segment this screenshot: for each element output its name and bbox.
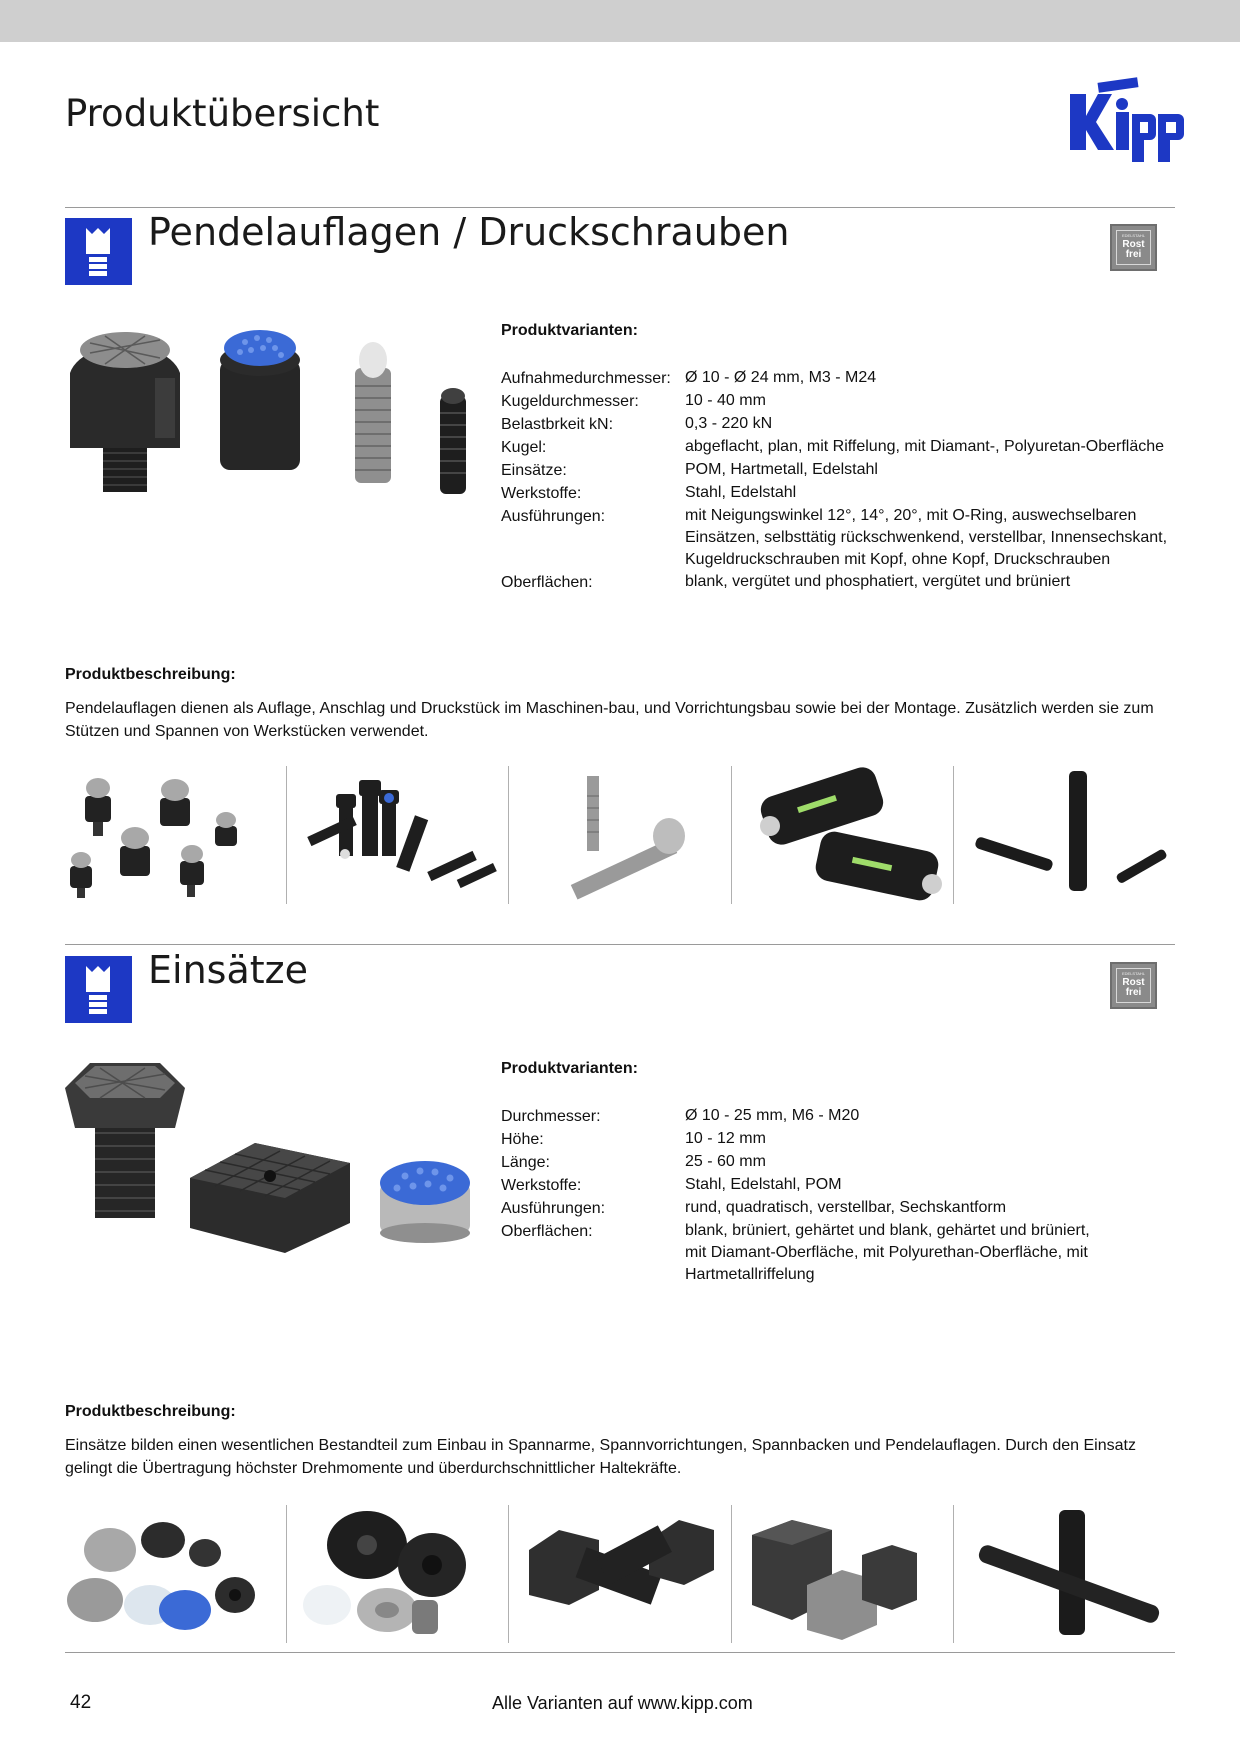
variant-value: Stahl, Edelstahl (685, 484, 797, 501)
description-heading: Produktbeschreibung: (65, 666, 236, 683)
badge-small-text: EDELSTAHL (1121, 971, 1146, 976)
footer-link-text[interactable]: Alle Varianten auf www.kipp.com (492, 1693, 753, 1713)
variant-label: Aufnahmedurchmesser: (501, 370, 671, 387)
variant-value: Ø 10 - Ø 24 mm, M3 - M24 (685, 369, 877, 386)
variant-value: POM, Hartmetall, Edelstahl (685, 461, 878, 478)
badge-line1: Rost (1122, 977, 1145, 988)
page-title: Produktübersicht (65, 92, 380, 135)
description-heading: Produktbeschreibung: (65, 1403, 236, 1420)
variant-value: blank, vergütet und phosphatiert, vergütet und brüniert (685, 573, 1071, 590)
product-thumbnail (732, 766, 953, 904)
variant-row (501, 571, 1181, 594)
description-text: Einsätze bilden einen wesentlichen Bestandteil zum Einbau in Spannarme, Spannvorrichtungen, Spannbacken und Pendelauflagen. Durch den Einsatz gelingt die Übertragung höchster Drehmomente und überdurchschnittlicher Haltekräfte. (65, 1437, 1136, 1477)
variant-value: mit Neigungswinkel 12°, 14°, 20°, mit O-Ring, auswechselbaren Einsätzen, selbsttätig rückschwenkend, verstellbar, Innensechskant, Kugeldruckschrauben mit Kopf, ohne Kopf, Druckschrauben (685, 507, 1168, 568)
thrust-screw-icon (65, 218, 132, 285)
variant-row (501, 413, 1181, 436)
variant-label: Durchmesser: (501, 1108, 601, 1125)
thrust-screw-icon (65, 956, 132, 1023)
product-variants-2 (501, 1060, 1181, 1286)
product-thumbnail (65, 766, 286, 904)
rostfrei-badge (1110, 224, 1157, 271)
variant-label: Ausführungen: (501, 508, 606, 525)
badge-line2: frei (1125, 987, 1142, 998)
product-image-strip-2 (65, 1505, 1175, 1643)
product-thumbnail (65, 1505, 286, 1643)
variant-label: Höhe: (501, 1131, 544, 1148)
variant-label: Werkstoffe: (501, 485, 582, 502)
product-thumbnail (509, 1505, 730, 1643)
badge-small-text: EDELSTAHL (1121, 233, 1146, 238)
variant-value: 0,3 - 220 kN (685, 415, 773, 432)
variant-label: Kugel: (501, 439, 547, 456)
variant-row (501, 482, 1181, 505)
variant-row (501, 505, 1181, 571)
badge-line1: Rost (1122, 239, 1145, 250)
description-text: Pendelauflagen dienen als Auflage, Anschlag und Druckstück im Maschinen-bau, und Vorrichtungsbau sowie bei der Montage. Zusätzlich werden sie zum Stützen und Spannen von Werkstücken verwendet. (65, 700, 1154, 740)
variant-row (501, 1105, 1181, 1128)
variant-row (501, 1197, 1181, 1220)
section-divider (65, 944, 1175, 945)
product-variants-1 (501, 322, 1181, 594)
variant-row (501, 436, 1181, 459)
variant-value: 10 - 40 mm (685, 392, 766, 409)
variant-label: Ausführungen: (501, 1200, 606, 1217)
product-image-strip-1 (65, 766, 1175, 904)
product-thumbnail (509, 766, 730, 904)
variant-row (501, 459, 1181, 482)
variant-row (501, 1128, 1181, 1151)
page-number: 42 (70, 1692, 92, 1713)
inserts-product-image (65, 1058, 485, 1258)
variant-value: Stahl, Edelstahl, POM (685, 1176, 842, 1193)
variant-row (501, 1151, 1181, 1174)
variant-value: rund, quadratisch, verstellbar, Sechskantform (685, 1199, 1007, 1216)
variant-label: Länge: (501, 1154, 550, 1171)
product-thumbnail (954, 766, 1175, 904)
thrust-pad-product-image (65, 318, 485, 503)
product-thumbnail (732, 1505, 953, 1643)
section-divider (65, 207, 1175, 208)
variant-label: Oberflächen: (501, 1223, 593, 1240)
section-title: Einsätze (148, 948, 308, 992)
variant-row (501, 1220, 1181, 1286)
product-thumbnail (287, 766, 508, 904)
variant-row (501, 1174, 1181, 1197)
variant-label: Belastbrkeit kN: (501, 416, 614, 433)
variant-label: Einsätze: (501, 462, 567, 479)
variant-row (501, 367, 1181, 390)
rostfrei-badge (1110, 962, 1157, 1009)
variants-heading: Produktvarianten: (501, 1060, 638, 1077)
variant-value: Ø 10 - 25 mm, M6 - M20 (685, 1107, 860, 1124)
variant-label: Oberflächen: (501, 574, 593, 591)
variant-value: abgeflacht, plan, mit Riffelung, mit Diamant-, Polyuretan-Oberfläche (685, 438, 1165, 455)
product-thumbnail (954, 1505, 1175, 1643)
footer-divider (65, 1652, 1175, 1653)
section-title: Pendelauflagen / Druckschrauben (148, 210, 790, 254)
product-thumbnail (287, 1505, 508, 1643)
variant-row (501, 390, 1181, 413)
variant-value: 10 - 12 mm (685, 1130, 766, 1147)
top-bar (0, 0, 1240, 42)
badge-line2: frei (1125, 249, 1142, 260)
variant-label: Kugeldurchmesser: (501, 393, 639, 410)
variants-heading: Produktvarianten: (501, 322, 638, 339)
kipp-logo (1068, 72, 1188, 164)
variant-value: blank, brüniert, gehärtet und blank, gehärtet und brüniert, mit Diamant-Oberfläche, mit Polyurethan-Oberfläche, mit Hartmetallriffelung (685, 1222, 1090, 1283)
variant-label: Werkstoffe: (501, 1177, 582, 1194)
variant-value: 25 - 60 mm (685, 1153, 766, 1170)
